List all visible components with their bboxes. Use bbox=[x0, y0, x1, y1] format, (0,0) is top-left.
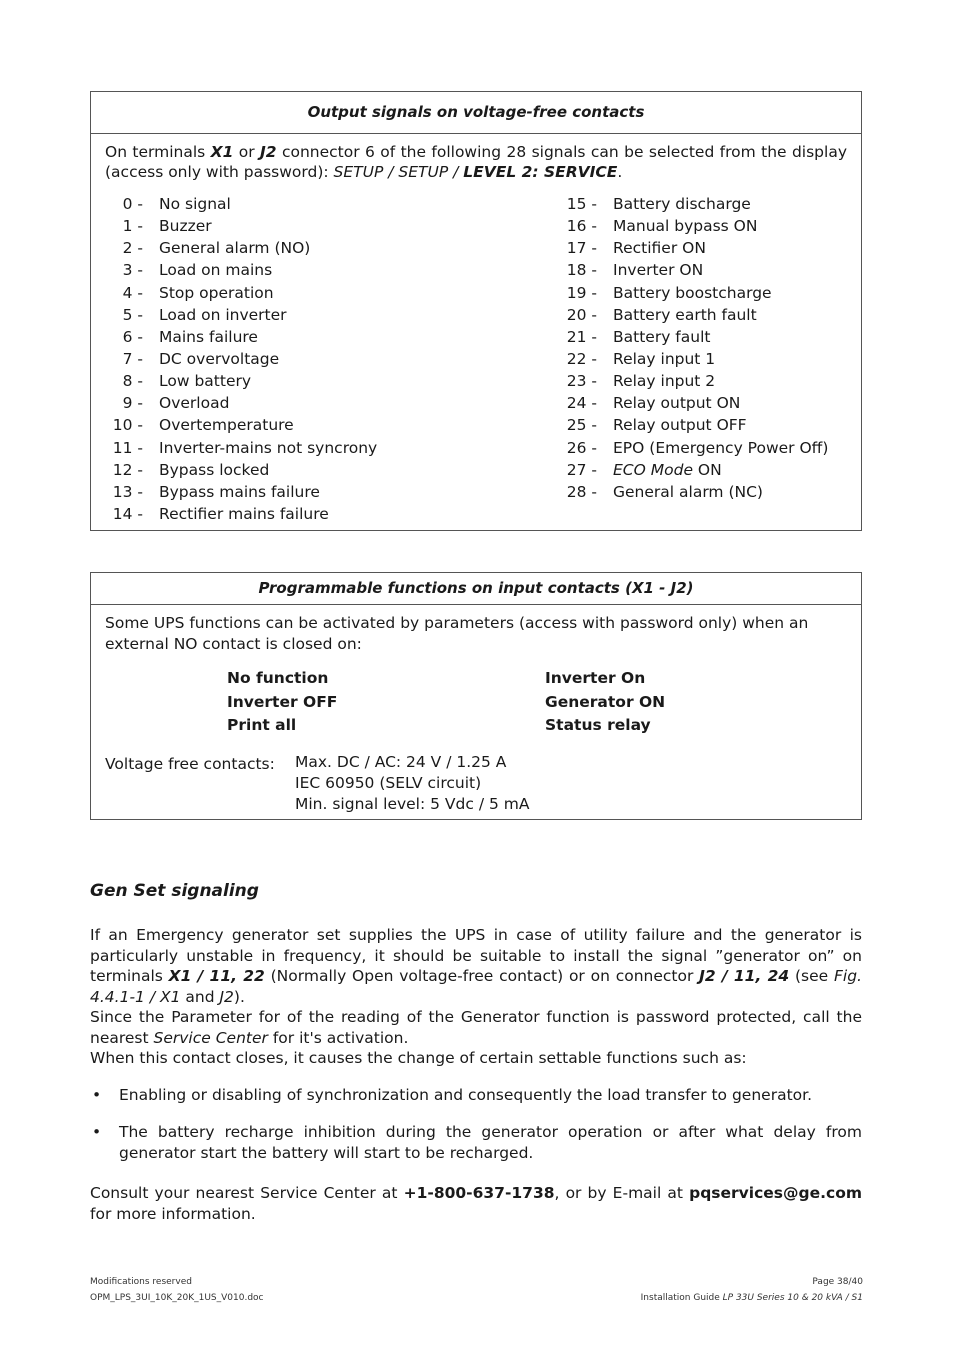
gen-set-heading: Gen Set signaling bbox=[90, 881, 259, 901]
signal-number: 3 - bbox=[122, 261, 143, 280]
signal-label: Manual bypass ON bbox=[613, 217, 758, 236]
voltage-free-contacts-label: Voltage free contacts: bbox=[105, 755, 275, 773]
signal-item bbox=[111, 326, 377, 348]
bullet-icon: • bbox=[92, 1123, 102, 1141]
footer-guide-title: Installation Guide LP 33U Series 10 & 20 kVA / S1 bbox=[640, 1293, 863, 1303]
signal-label: Mains failure bbox=[159, 327, 258, 346]
footer-document-id: OPM_LPS_3UI_10K_20K_1US_V010.doc bbox=[90, 1293, 264, 1303]
bullet-list-1 bbox=[90, 1085, 862, 1106]
signal-item bbox=[565, 259, 828, 281]
spec-line: Max. DC / AC: 24 V / 1.25 A bbox=[295, 753, 507, 771]
input-functions-intro: Some UPS functions can be activated by parameters (access with password only) when an external NO contact is closed on: bbox=[105, 614, 809, 653]
function-item: Inverter On bbox=[545, 669, 646, 687]
function-item: Status relay bbox=[545, 716, 651, 734]
signal-number: 26 - bbox=[566, 438, 597, 457]
gen-set-contact-paragraph: Consult your nearest Service Center at +1-800-637-1738, or by E-mail at pqservices@ge.com for more information. bbox=[90, 1184, 863, 1223]
spec-line: Min. signal level: 5 Vdc / 5 mA bbox=[295, 795, 530, 813]
signal-label: Low battery bbox=[159, 372, 252, 391]
signal-item bbox=[111, 282, 377, 304]
footer-right bbox=[641, 1274, 863, 1306]
signal-item bbox=[111, 237, 377, 259]
signal-number: 5 - bbox=[122, 305, 143, 324]
signal-label: Rectifier mains failure bbox=[159, 504, 329, 523]
function-item: Generator ON bbox=[545, 692, 666, 711]
signal-number: 16 - bbox=[566, 217, 597, 236]
signal-label: Buzzer bbox=[159, 217, 212, 236]
signal-item bbox=[565, 304, 828, 326]
signal-number: 8 - bbox=[122, 372, 143, 391]
signal-label: EPO (Emergency Power Off) bbox=[613, 438, 829, 457]
signal-item bbox=[565, 392, 828, 414]
output-signals-intro: On terminals X1 or J2 connector 6 of the following 28 signals can be selected from the display (access only with password): SETUP / SETUP / LEVEL 2: SERVICE. bbox=[105, 143, 847, 181]
signal-number: 23 - bbox=[566, 372, 597, 391]
signal-label: Battery fault bbox=[613, 327, 711, 346]
signal-label: Load on mains bbox=[159, 261, 273, 280]
signal-label: No signal bbox=[159, 195, 231, 213]
signal-label: Stop operation bbox=[159, 283, 274, 302]
signal-number: 13 - bbox=[112, 482, 143, 501]
signal-number: 0 - bbox=[122, 195, 143, 213]
signal-label: Battery earth fault bbox=[613, 305, 757, 324]
signal-number: 14 - bbox=[112, 504, 143, 523]
signal-item bbox=[111, 348, 377, 370]
signal-item bbox=[111, 392, 377, 414]
signal-item bbox=[111, 437, 377, 459]
signal-label: Relay output ON bbox=[613, 394, 741, 413]
signal-number: 10 - bbox=[112, 416, 143, 435]
spec-line: IEC 60950 (SELV circuit) bbox=[295, 774, 482, 792]
signal-label: General alarm (NC) bbox=[613, 482, 763, 501]
function-list-right bbox=[545, 667, 665, 738]
signal-item bbox=[111, 370, 377, 392]
function-item: Print all bbox=[227, 716, 297, 734]
signal-item bbox=[565, 481, 828, 503]
signal-label: Inverter-mains not syncrony bbox=[159, 438, 378, 457]
signal-item bbox=[111, 193, 377, 215]
function-item: Inverter OFF bbox=[227, 692, 338, 711]
signal-number: 20 - bbox=[566, 305, 597, 324]
signal-label: General alarm (NO) bbox=[159, 239, 311, 258]
signal-item bbox=[565, 370, 828, 392]
signal-item bbox=[565, 437, 828, 459]
signal-item bbox=[565, 414, 828, 436]
signal-label: ECO Mode ON bbox=[613, 460, 722, 479]
signal-number: 28 - bbox=[566, 482, 597, 501]
phone-number: +1-800-637-1738 bbox=[403, 1184, 555, 1202]
voltage-free-contacts-specs bbox=[295, 752, 529, 815]
signal-label: Relay input 2 bbox=[613, 372, 716, 391]
input-functions-box bbox=[90, 572, 862, 820]
function-list-left bbox=[227, 667, 337, 738]
bullet-item: • Enabling or disabling of synchronization and consequently the load transfer to generator. bbox=[92, 1086, 813, 1104]
output-signals-title: Output signals on voltage-free contacts bbox=[91, 92, 861, 134]
signal-item bbox=[111, 414, 377, 436]
footer-page-number: Page 38/40 bbox=[812, 1277, 863, 1287]
signal-number: 11 - bbox=[112, 438, 143, 457]
signal-item bbox=[565, 193, 828, 215]
signal-label: Battery boostcharge bbox=[613, 283, 772, 302]
signal-number: 21 - bbox=[566, 327, 597, 346]
signal-number: 22 - bbox=[566, 349, 597, 368]
gen-set-paragraph-1: If an Emergency generator set supplies the UPS in case of utility failure and the generator is particularly unstable in frequency, it should be suitable to install the signal ”generator on” on terminals X1 / 11, 22 (Normally Open voltage-free contact) or on connector J2 / 11, 24 (see Fig. 4.4.1-1 / X1 and J2). Since the Parameter for of the reading of the Generator function is password protected, call the nearest Service Center for it's activation. bbox=[90, 926, 862, 1047]
bullet-list-2 bbox=[90, 1122, 862, 1163]
signal-item bbox=[565, 326, 828, 348]
signal-label: Rectifier ON bbox=[613, 239, 706, 258]
signal-item bbox=[111, 503, 377, 525]
signal-list-right bbox=[565, 193, 828, 503]
signal-label: Overload bbox=[159, 394, 230, 413]
footer-modifications: Modifications reserved bbox=[90, 1277, 192, 1287]
signal-number: 27 - bbox=[566, 460, 597, 479]
signal-item bbox=[111, 215, 377, 237]
footer-left bbox=[90, 1274, 264, 1306]
signal-item bbox=[565, 237, 828, 259]
signal-item bbox=[111, 259, 377, 281]
signal-label: Overtemperature bbox=[159, 416, 294, 435]
signal-number: 6 - bbox=[122, 327, 143, 346]
gen-set-paragraph-2: When this contact closes, it causes the change of certain settable functions such as: bbox=[90, 1049, 747, 1067]
signal-number: 17 - bbox=[566, 239, 597, 258]
signal-number: 7 - bbox=[122, 349, 143, 368]
signal-item bbox=[565, 282, 828, 304]
signal-label: Battery discharge bbox=[613, 195, 751, 213]
signal-label: Bypass locked bbox=[159, 460, 270, 479]
signal-number: 18 - bbox=[566, 261, 597, 280]
email-address: pqservices@ge.com bbox=[689, 1184, 863, 1202]
signal-number: 15 - bbox=[566, 195, 597, 213]
signal-number: 4 - bbox=[122, 283, 143, 302]
signal-list-left bbox=[111, 193, 377, 525]
signal-number: 25 - bbox=[566, 416, 597, 435]
bullet-icon: • bbox=[92, 1086, 102, 1104]
signal-item bbox=[565, 348, 828, 370]
signal-label: DC overvoltage bbox=[159, 349, 280, 368]
bullet-item: • The battery recharge inhibition during the generator operation or after what delay from generator start the battery will start to be recharged. bbox=[92, 1123, 862, 1162]
signal-number: 1 - bbox=[122, 217, 143, 236]
signal-label: Relay output OFF bbox=[613, 416, 747, 435]
signal-label: Inverter ON bbox=[613, 261, 704, 280]
input-functions-title: Programmable functions on input contacts (X1 - J2) bbox=[91, 573, 861, 605]
signal-item bbox=[111, 481, 377, 503]
signal-item bbox=[111, 459, 377, 481]
signal-number: 19 - bbox=[566, 283, 597, 302]
signal-number: 24 - bbox=[566, 394, 597, 413]
signal-label: Bypass mains failure bbox=[159, 482, 320, 501]
signal-label: Load on inverter bbox=[159, 305, 287, 324]
function-item: No function bbox=[227, 669, 329, 687]
output-signals-box bbox=[90, 91, 862, 531]
signal-item bbox=[565, 215, 828, 237]
signal-label: Relay input 1 bbox=[613, 349, 716, 368]
signal-number: 9 - bbox=[122, 394, 143, 413]
signal-item bbox=[565, 459, 828, 481]
signal-number: 12 - bbox=[112, 460, 143, 479]
signal-item bbox=[111, 304, 377, 326]
signal-number: 2 - bbox=[122, 239, 143, 258]
